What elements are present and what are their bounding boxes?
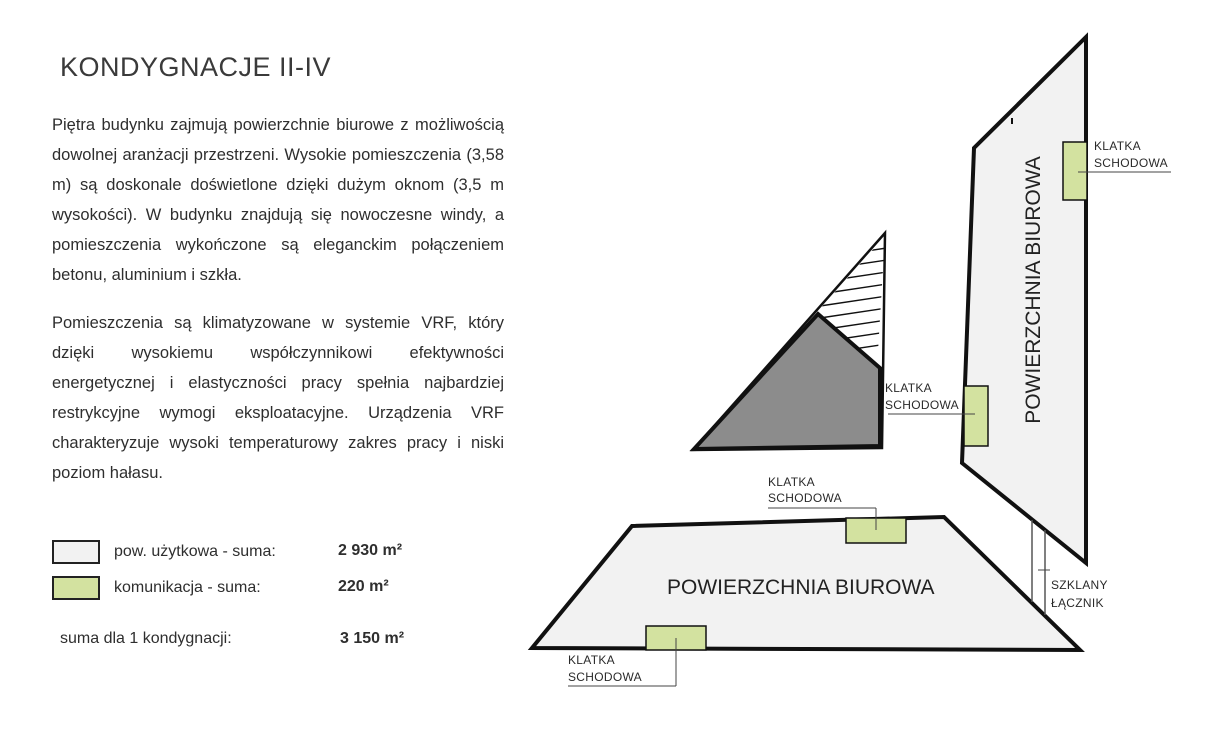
stairwell-label-bottom-top-line2: SCHODOWA [768, 491, 842, 505]
stairwell-label-right-top-line2: SCHODOWA [1094, 156, 1168, 170]
connector-label-line1: SZKLANY [1051, 578, 1108, 592]
stairwell-label-right-middle-line2: SCHODOWA [885, 398, 959, 412]
connector-label-line2: ŁĄCZNIK [1051, 596, 1104, 610]
description-paragraph-1: Piętra budynku zajmują powierzchnie biurowe z możliwością dowolnej aranżacji przestrzeni. Wysokie pomieszczenia (3,58 m) są doskonale doświetlone dzięki dużym oknom (3,5 m wysokości). W budynku znajdują się nowoczesne windy, a pomieszczenia wykończone są eleganckim połączeniem betonu, aluminium i szkła. [52, 116, 504, 284]
stairwell-label-bottom-left-line2: SCHODOWA [568, 670, 642, 684]
stairwell-label-right-top-line1: KLATKA [1094, 139, 1141, 153]
legend-value-usable-area: 2 930 m² [338, 542, 403, 559]
total-value: 3 150 m² [340, 630, 405, 647]
total-label: suma dla 1 kondygnacji: [60, 630, 232, 647]
stairwell-label-right-middle-line1: KLATKA [885, 381, 932, 395]
legend-label-communication: komunikacja - suma: [114, 579, 261, 596]
stairwell-right-middle [964, 386, 988, 446]
legend-value-communication: 220 m² [338, 578, 389, 595]
stairwell-label-bottom-top-line1: KLATKA [768, 475, 815, 489]
office-label-right: POWIERZCHNIA BIUROWA [1022, 156, 1045, 424]
office-label-bottom: POWIERZCHNIA BIUROWA [667, 576, 935, 599]
legend-label-usable-area: pow. użytkowa - suma: [114, 543, 276, 560]
stairwell-label-bottom-left-line1: KLATKA [568, 653, 615, 667]
description-paragraph-2: Pomieszczenia są klimatyzowane w systemie VRF, który dzięki wysokiemu współczynnikowi efektywności energetycznej i elastyczności pracy spełnia najbardziej restrykcyjne wymogi eksploatacyjne. Urządzenia VRF charakteryzuje wysoki temperaturowy zakres pracy i niski poziom hałasu. [52, 314, 504, 482]
page-title: KONDYGNACJE II-IV [60, 52, 332, 82]
stairwell-right-top [1063, 142, 1087, 200]
